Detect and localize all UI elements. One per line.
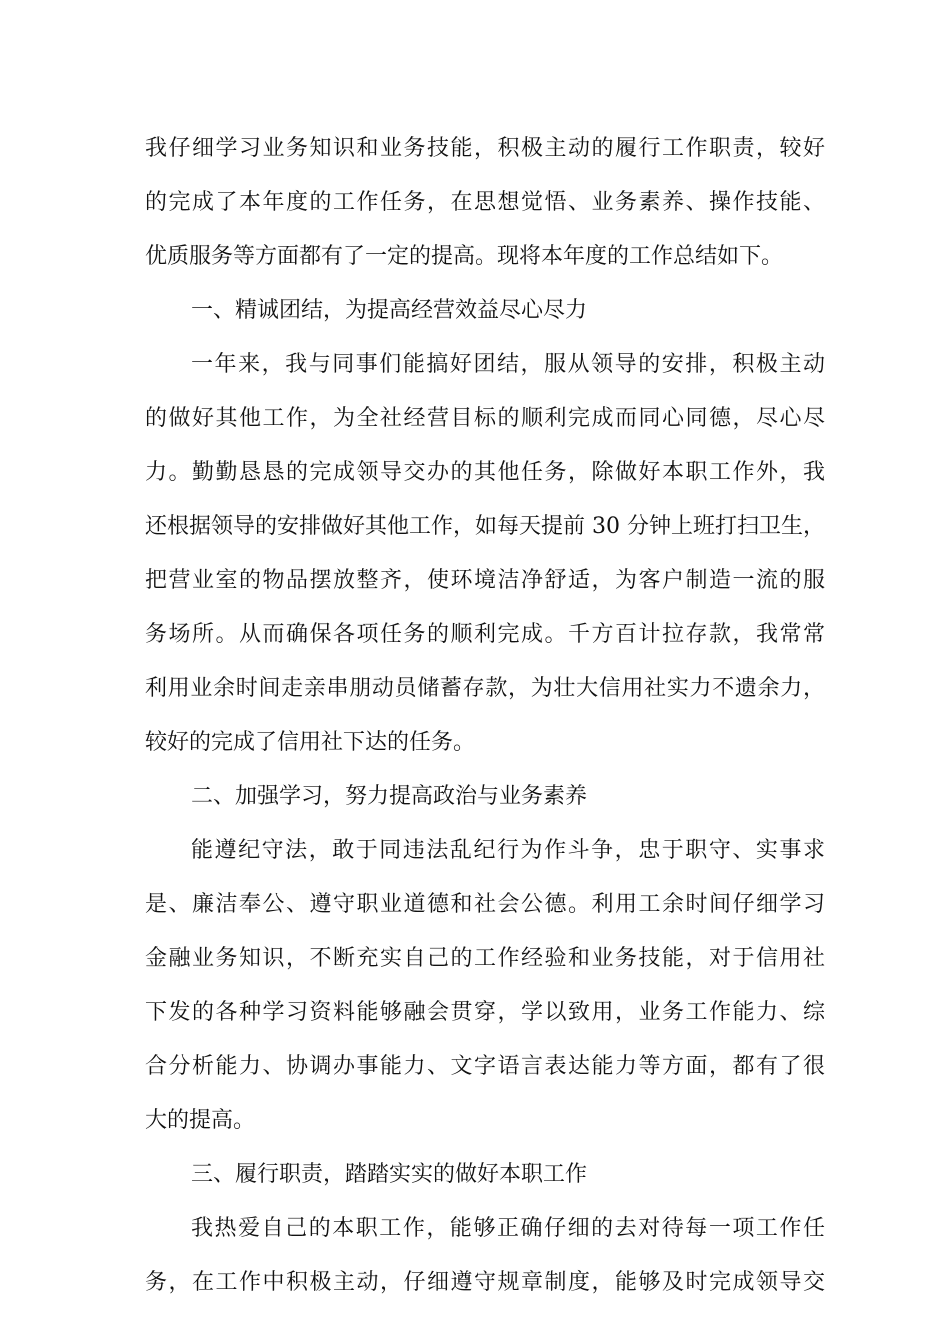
paragraph-line: 一年来，我与同事们能搞好团结，服从领导的安排，积极主动: [191, 352, 825, 377]
paragraph-line: 下发的各种学习资料能够融会贯穿，学以致用，业务工作能力、综: [145, 1000, 825, 1025]
paragraph-line: 大的提高。: [145, 1108, 256, 1133]
paragraph-line: 力。勤勤恳恳的完成领导交办的其他任务，除做好本职工作外，我: [145, 460, 825, 485]
paragraph-line: 利用业余时间走亲串朋动员储蓄存款，为壮大信用社实力不遗余力，: [145, 676, 825, 701]
paragraph-line: 能遵纪守法，敢于同违法乱纪行为作斗争，忠于职守、实事求: [191, 838, 825, 863]
paragraph-line: 优质服务等方面都有了一定的提高。现将本年度的工作总结如下。: [145, 244, 784, 269]
paragraph-line: 还根据领导的安排做好其他工作，如每天提前 30 分钟上班打扫卫生，: [145, 514, 825, 539]
paragraph-line: 务场所。从而确保各项任务的顺利完成。千方百计拉存款，我常常: [145, 622, 825, 647]
paragraph-line: 的完成了本年度的工作任务，在思想觉悟、业务素养、操作技能、: [145, 190, 825, 215]
paragraph-line: 合分析能力、协调办事能力、文字语言表达能力等方面，都有了很: [145, 1054, 825, 1079]
paragraph-line: 金融业务知识，不断充实自己的工作经验和业务技能，对于信用社: [145, 946, 825, 971]
paragraph-line: 我热爱自己的本职工作，能够正确仔细的去对待每一项工作任: [191, 1216, 825, 1241]
paragraph-line: 把营业室的物品摆放整齐，使环境洁净舒适，为客户制造一流的服: [145, 568, 825, 593]
section-heading-2: 二、加强学习，努力提高政治与业务素养: [191, 784, 588, 809]
document-body: [145, 122, 825, 1310]
section-heading-1: 一、精诚团结，为提高经营效益尽心尽力: [191, 298, 588, 323]
paragraph-line: 我仔细学习业务知识和业务技能，积极主动的履行工作职责，较好: [145, 136, 825, 161]
paragraph-line: 的做好其他工作，为全社经营目标的顺利完成而同心同德，尽心尽: [145, 406, 825, 431]
paragraph-line: 较好的完成了信用社下达的任务。: [145, 730, 476, 755]
section-heading-3: 三、履行职责，踏踏实实的做好本职工作: [191, 1162, 588, 1187]
paragraph-line: 是、廉洁奉公、遵守职业道德和社会公德。利用工余时间仔细学习: [145, 892, 825, 917]
paragraph-line: 务，在工作中积极主动，仔细遵守规章制度，能够及时完成领导交: [145, 1270, 825, 1295]
